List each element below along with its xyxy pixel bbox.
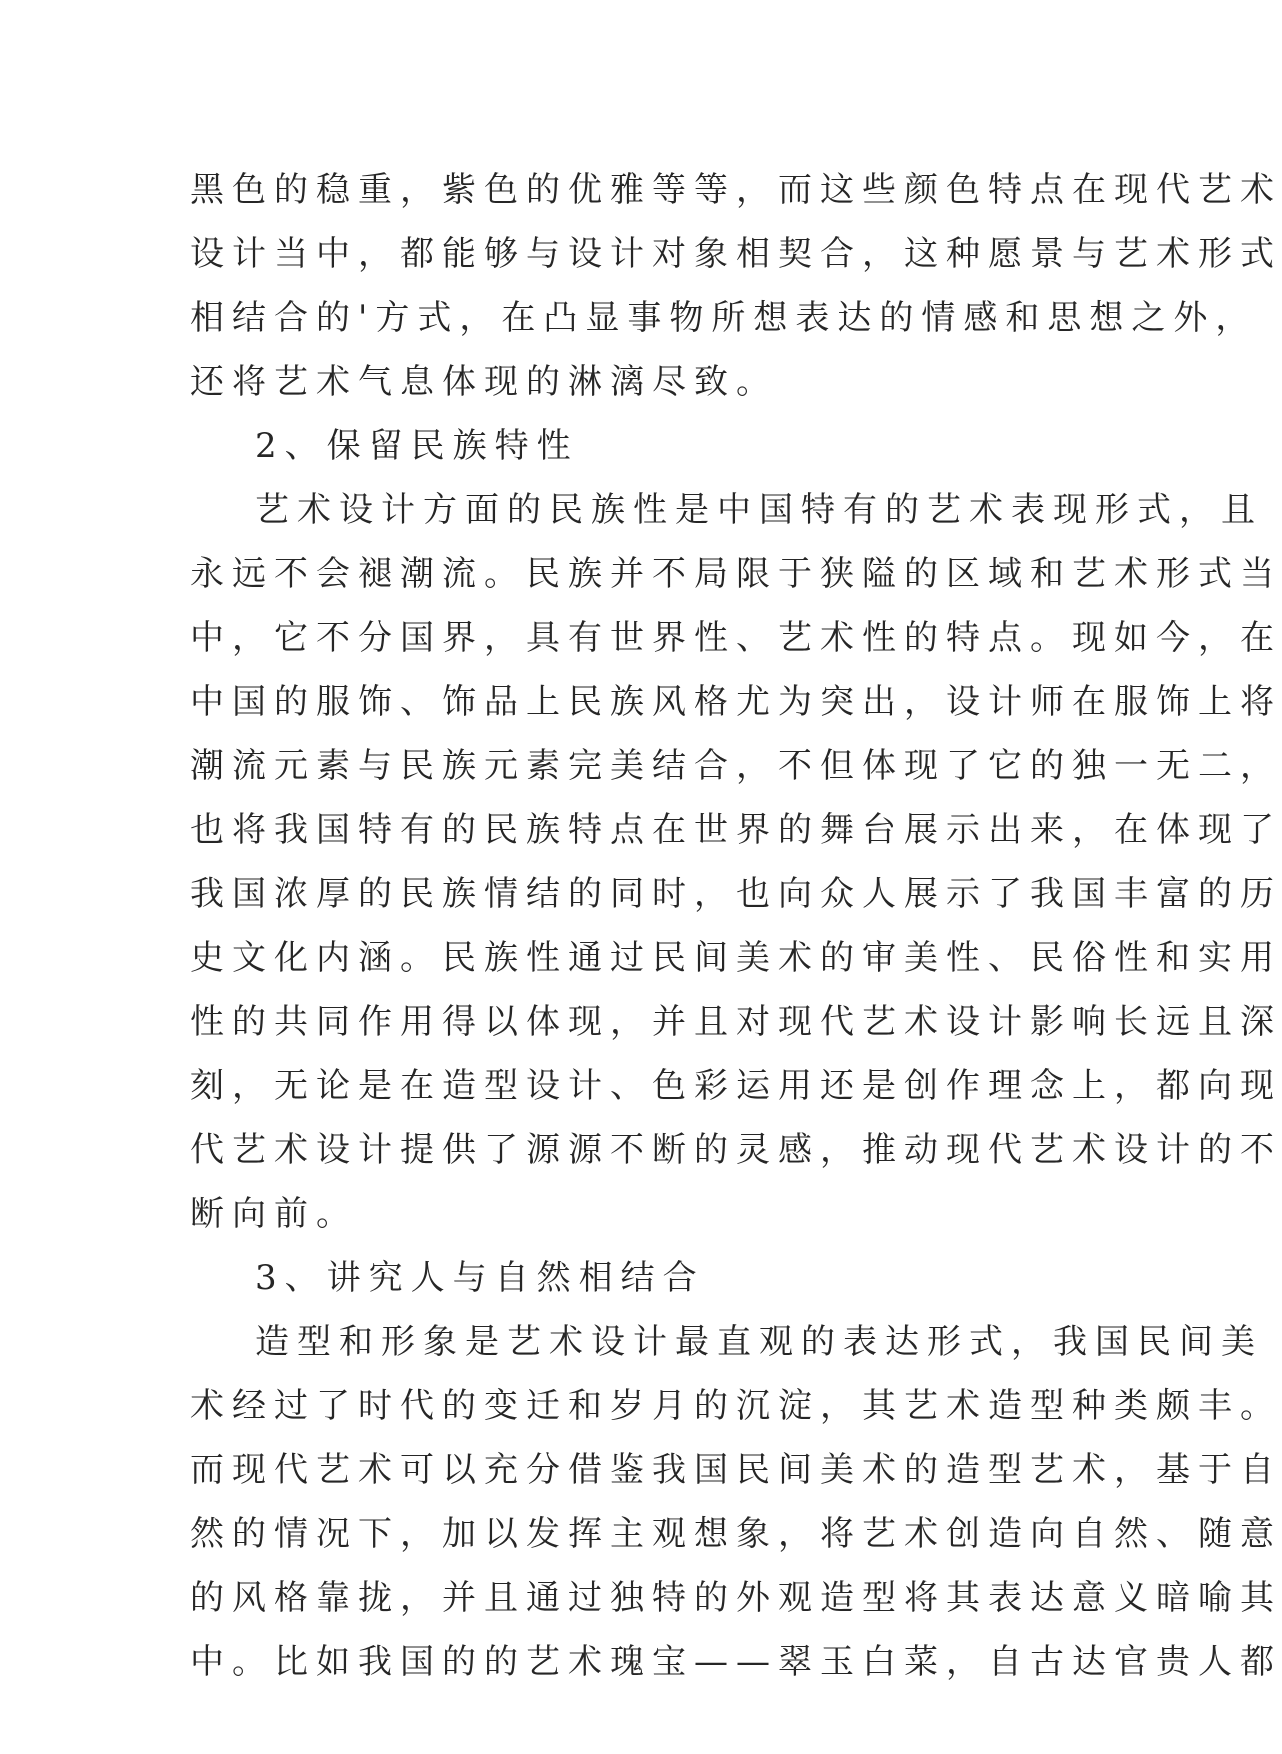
text-line: 潮流元素与民族元素完美结合，不但体现了它的独一无二， [190,746,1282,786]
text-line: 3、讲究人与自然相结合 [255,1258,705,1298]
body-text [190,158,1282,1694]
text-line: 还将艺术气息体现的淋漓尽致。 [190,362,778,402]
text-line: 刻，无论是在造型设计、色彩运用还是创作理念上，都向现 [190,1066,1282,1106]
text-line: 造型和形象是艺术设计最直观的表达形式，我国民间美 [255,1322,1263,1362]
text-line: 永远不会褪潮流。民族并不局限于狭隘的区域和艺术形式当 [190,554,1282,594]
text-line: 术经过了时代的变迁和岁月的沉淀，其艺术造型种类颇丰。 [190,1386,1282,1426]
text-line: 而现代艺术可以充分借鉴我国民间美术的造型艺术，基于自 [190,1450,1282,1490]
text-line: 我国浓厚的民族情结的同时，也向众人展示了我国丰富的历 [190,874,1282,914]
text-line: 中国的服饰、饰品上民族风格尤为突出，设计师在服饰上将 [190,682,1282,722]
text-line: 代艺术设计提供了源源不断的灵感，推动现代艺术设计的不 [190,1130,1282,1170]
text-line: 的风格靠拢，并且通过独特的外观造型将其表达意义暗喻其 [190,1578,1282,1618]
text-line: 艺术设计方面的民族性是中国特有的艺术表现形式，且 [255,490,1263,530]
text-line: 断向前。 [190,1194,358,1234]
text-line: 黑色的稳重，紫色的优雅等等，而这些颜色特点在现代艺术 [190,170,1282,210]
text-line: 史文化内涵。民族性通过民间美术的审美性、民俗性和实用 [190,938,1282,978]
text-line: 设计当中，都能够与设计对象相契合，这种愿景与艺术形式 [190,234,1282,274]
text-line: 中。比如我国的的艺术瑰宝——翠玉白菜，自古达官贵人都 [190,1642,1282,1682]
text-line: 然的情况下，加以发挥主观想象，将艺术创造向自然、随意 [190,1514,1282,1554]
text-line: 中，它不分国界，具有世界性、艺术性的特点。现如今，在 [190,618,1282,658]
text-line: 2、保留民族特性 [255,426,579,466]
text-line: 性的共同作用得以体现，并且对现代艺术设计影响长远且深 [190,1002,1282,1042]
text-line: 也将我国特有的民族特点在世界的舞台展示出来，在体现了 [190,810,1282,850]
text-line: 相结合的'方式，在凸显事物所想表达的情感和思想之外， [190,298,1258,338]
